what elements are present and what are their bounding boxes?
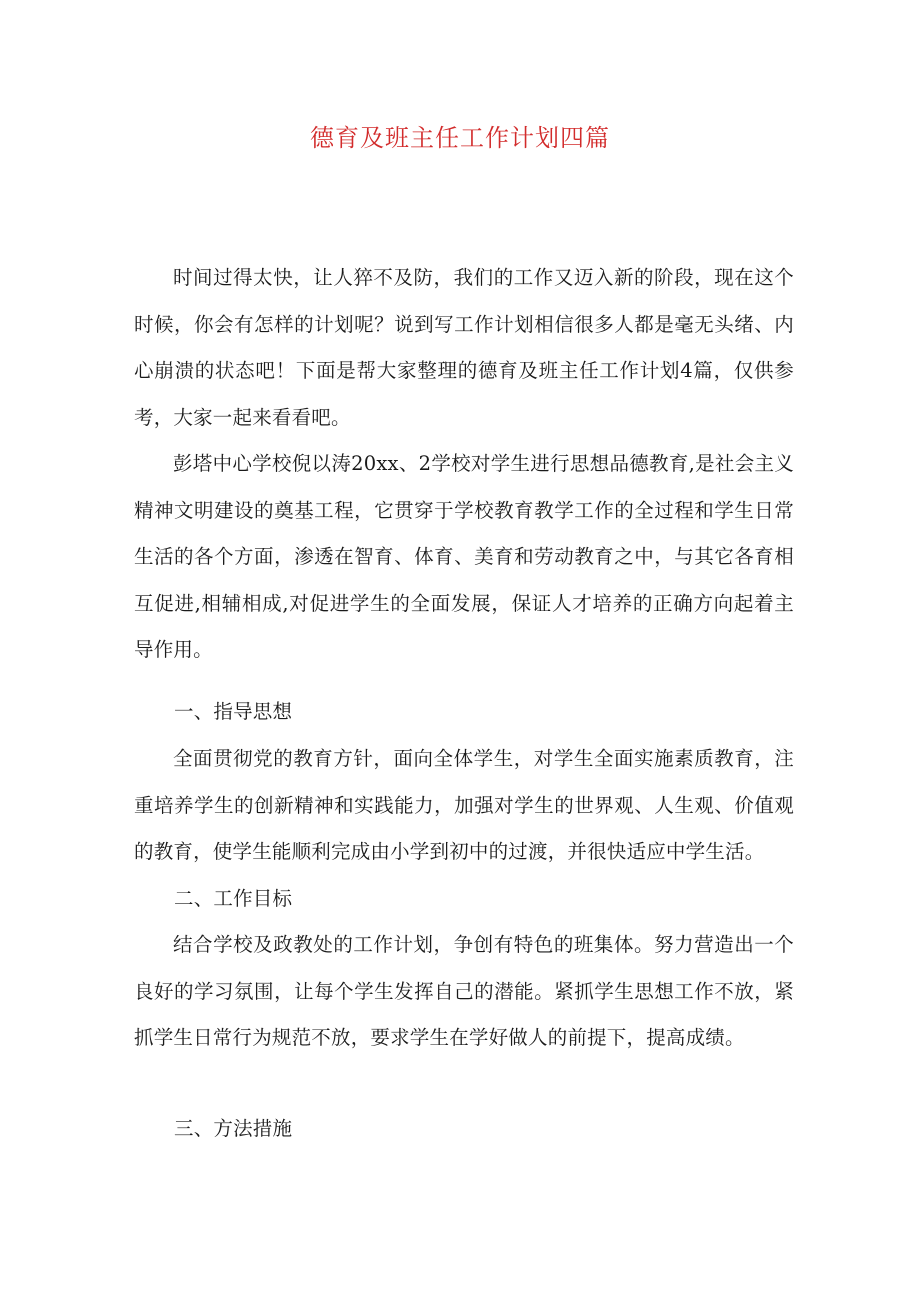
section-heading-guiding-thought: 一、指导思想 [174, 700, 293, 723]
section-paragraph-work-goals: 结合学校及政教处的工作计划，争创有特色的班集体。努力营造出一个良好的学习氛围，让每个学生发挥自己的潜能。紧抓学生思想工作不放，紧抓学生日常行为规范不放，要求学生在学好做人的前提下，提高成绩。 [134, 933, 794, 1049]
section-paragraph-guiding-thought: 全面贯彻党的教育方针，面向全体学生，对学生全面实施素质教育，注重培养学生的创新精神和实践能力，加强对学生的世界观、人生观、价值观的教育，使学生能顺利完成由小学到初中的过渡，并很快适应中学生活。 [134, 747, 794, 863]
background-paragraph: 彭塔中心学校倪以涛20xx、2学校对学生进行思想品德教育,是社会主义精神文明建设的奠基工程，它贯穿于学校教育教学工作的全过程和学生日常生活的各个方面，渗透在智育、体育、美育和劳动教育之中，与其它各育相互促进,相辅相成,对促进学生的全面发展，保证人才培养的正确方向起着主导作用。 [134, 452, 794, 661]
document-title: 德育及班主任工作计划四篇 [310, 124, 610, 152]
section-heading-methods: 三、方法措施 [174, 1117, 293, 1140]
section-heading-work-goals: 二、工作目标 [174, 887, 293, 910]
intro-paragraph: 时间过得太快，让人猝不及防，我们的工作又迈入新的阶段，现在这个时候，你会有怎样的计划呢？说到写工作计划相信很多人都是毫无头绪、内心崩溃的状态吧！下面是帮大家整理的德育及班主任工作计划4篇，仅供参考，大家一起来看看吧。 [134, 266, 794, 429]
